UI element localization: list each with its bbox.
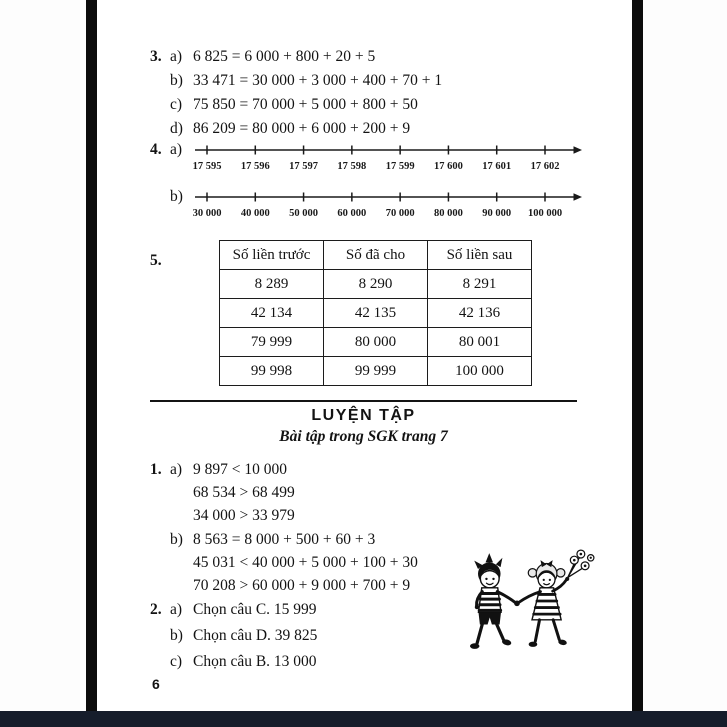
col-previous-number: Số liền trước — [220, 241, 324, 270]
children-cartoon — [447, 548, 602, 685]
item-prefix: a) — [170, 48, 183, 65]
two-children-walking-illustration — [447, 548, 602, 690]
item-text: 75 850 = 70 000 + 5 000 + 800 + 50 — [193, 96, 418, 113]
exercise-3-line-b — [150, 69, 442, 93]
number-line-b — [193, 188, 585, 222]
svg-text:80 000: 80 000 — [433, 208, 463, 219]
exercise-3-line-a — [150, 45, 442, 69]
cell: 99 999 — [324, 357, 428, 386]
exercise-3-number: 3. — [150, 48, 162, 65]
exercise-2-number: 2. — [150, 601, 162, 618]
book-edge-right — [632, 0, 643, 712]
svg-text:100 000: 100 000 — [527, 208, 563, 219]
item-prefix: b) — [170, 188, 183, 205]
cell: 8 291 — [428, 270, 532, 299]
svg-text:17 599: 17 599 — [385, 161, 415, 172]
item-prefix: b) — [170, 530, 183, 548]
item-prefix: d) — [170, 120, 183, 137]
svg-text:40 000: 40 000 — [240, 208, 270, 219]
col-next-number: Số liền sau — [428, 241, 532, 270]
item-text: 8 563 = 8 000 + 500 + 60 + 3 — [193, 530, 376, 548]
svg-text:17 600: 17 600 — [433, 161, 463, 172]
table-row — [220, 299, 532, 328]
svg-text:17 601: 17 601 — [482, 161, 512, 172]
boy-figure — [470, 553, 515, 649]
cell: 8 289 — [220, 270, 324, 299]
exercise-3 — [150, 45, 442, 141]
item-text: Chọn câu B. 13 000 — [193, 653, 317, 670]
svg-text:17 596: 17 596 — [240, 161, 270, 172]
exercise-3-line-c — [150, 93, 442, 117]
girl-figure — [514, 550, 594, 647]
section-divider — [150, 400, 577, 402]
practice-section-header — [150, 400, 577, 446]
svg-text:70 000: 70 000 — [385, 208, 415, 219]
book-edge-left — [86, 0, 97, 712]
cell: 80 001 — [428, 328, 532, 357]
exercise-4-line-a — [150, 141, 585, 175]
number-neighbours-table — [219, 240, 532, 386]
number-line-a — [193, 141, 585, 175]
exercise-5-number: 5. — [150, 252, 162, 269]
cell: 42 136 — [428, 299, 532, 328]
item-prefix: b) — [170, 72, 183, 89]
item-prefix: a) — [170, 141, 183, 158]
exercise-5 — [150, 240, 532, 386]
item-text: Chọn câu D. 39 825 — [193, 627, 318, 644]
section-subtitle: Bài tập trong SGK trang 7 — [279, 428, 448, 445]
item-text: 33 471 = 30 000 + 3 000 + 400 + 70 + 1 — [193, 72, 443, 89]
item-prefix: a) — [170, 601, 183, 618]
item-text: 70 208 > 60 000 + 9 000 + 700 + 9 — [193, 577, 411, 595]
flower-bouquet — [568, 550, 594, 577]
exercise-1-number: 1. — [150, 461, 162, 478]
item-text: Chọn câu C. 15 999 — [193, 601, 317, 618]
exercise-4-line-b — [150, 188, 585, 222]
item-prefix: c) — [170, 653, 183, 670]
cell: 99 998 — [220, 357, 324, 386]
item-prefix: a) — [170, 461, 183, 478]
cell: 8 290 — [324, 270, 428, 299]
svg-text:17 595: 17 595 — [193, 161, 222, 172]
svg-text:17 598: 17 598 — [337, 161, 367, 172]
item-prefix: c) — [170, 96, 183, 113]
svg-text:60 000: 60 000 — [337, 208, 367, 219]
svg-text:50 000: 50 000 — [289, 208, 319, 219]
item-text: 9 897 < 10 000 — [193, 461, 287, 478]
cell: 42 135 — [324, 299, 428, 328]
section-title: LUYỆN TẬP — [311, 407, 416, 424]
svg-text:17 597: 17 597 — [289, 161, 319, 172]
svg-text:90 000: 90 000 — [482, 208, 512, 219]
bottom-cover-bar — [0, 711, 727, 727]
svg-text:17 602: 17 602 — [530, 161, 560, 172]
item-text: 68 534 > 68 499 — [193, 484, 295, 502]
cell: 100 000 — [428, 357, 532, 386]
exercise-3-line-d — [150, 117, 442, 141]
exercise-2 — [150, 597, 317, 675]
page-number: 6 — [152, 676, 160, 692]
svg-text:30 000: 30 000 — [193, 208, 222, 219]
exercise-4 — [150, 141, 585, 222]
exercise-4-number: 4. — [150, 141, 162, 158]
item-text: 6 825 = 6 000 + 800 + 20 + 5 — [193, 48, 376, 65]
item-text: 86 209 = 80 000 + 6 000 + 200 + 9 — [193, 120, 411, 137]
exercise-1 — [150, 458, 418, 597]
table-row — [220, 328, 532, 357]
cell: 80 000 — [324, 328, 428, 357]
table-row — [220, 357, 532, 386]
item-text: 45 031 < 40 000 + 5 000 + 100 + 30 — [193, 553, 418, 571]
cell: 42 134 — [220, 299, 324, 328]
col-given-number: Số đã cho — [324, 241, 428, 270]
cell: 79 999 — [220, 328, 324, 357]
item-text: 34 000 > 33 979 — [193, 507, 295, 525]
page-content — [97, 0, 632, 711]
table-header-row — [220, 241, 532, 270]
table-row — [220, 270, 532, 299]
item-prefix: b) — [170, 627, 183, 644]
